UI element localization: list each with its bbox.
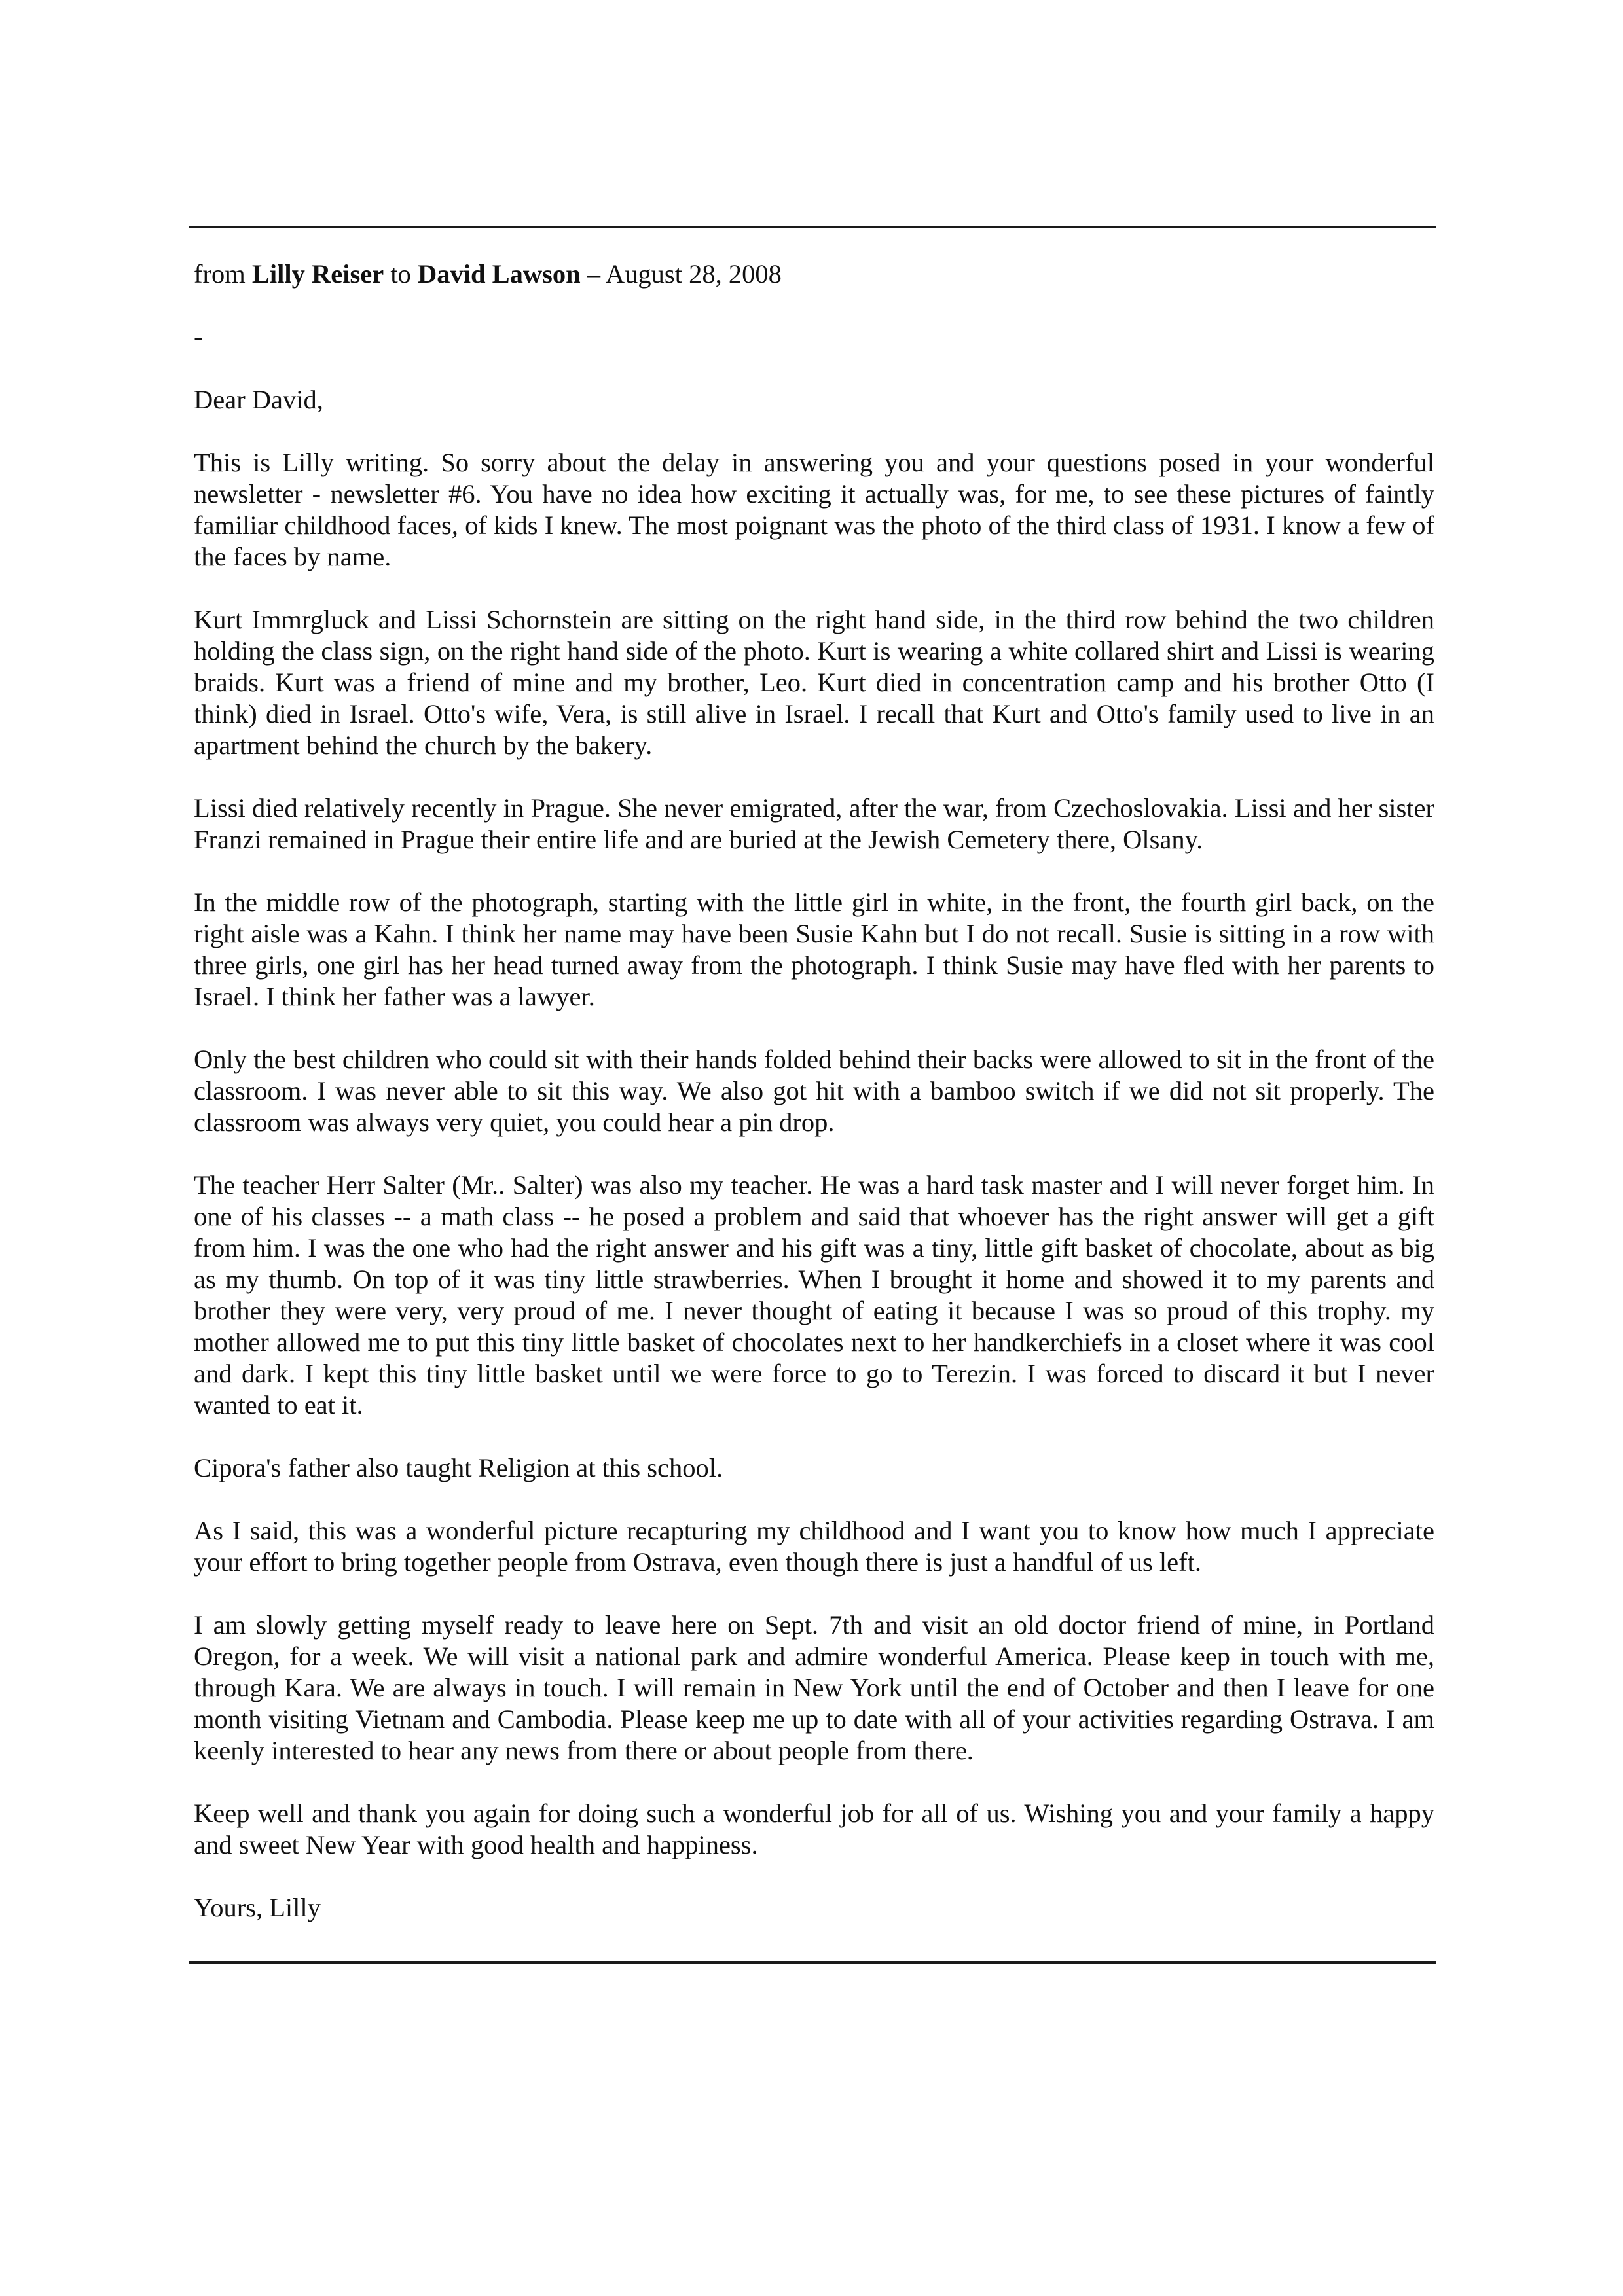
paragraph-4: In the middle row of the photograph, starting with the little girl in white, in the front, the fourth girl back, on the right aisle was a Kahn. I think her name may have been Susie Kahn but I do not recall. Susie is sitting in a row with three girls, one girl has her head turned away from the photograph. I think Susie may have fled with her parents to Israel. I think her father was a lawyer.	[194, 888, 1434, 1011]
paragraph-1: This is Lilly writing. So sorry about the delay in answering you and your questions posed in your wonderful newsletter - newsletter #6. You have no idea how exciting it actually was, for me, to see these pictures of faintly familiar childhood faces, of kids I knew. The most poignant was the photo of the third class of 1931. I know a few of the faces by name.	[194, 448, 1434, 571]
top-divider	[189, 226, 1436, 228]
letter-body	[194, 259, 1434, 1924]
paragraph-5: Only the best children who could sit with their hands folded behind their backs were allowed to sit in the front of the classroom. I was never able to sit this way. We also got hit with a bamboo switch if we did not sit properly. The classroom was always very quiet, you could hear a pin drop.	[194, 1045, 1434, 1137]
paragraph-8: As I said, this was a wonderful picture recapturing my childhood and I want you to know how much I appreciate your effort to bring together people from Ostrava, even though there is just a handful of us left.	[194, 1516, 1434, 1577]
letter-date: – August 28, 2008	[587, 259, 782, 289]
to-word: to	[390, 259, 411, 289]
paragraph-3: Lissi died relatively recently in Prague. She never emigrated, after the war, from Czechoslovakia. Lissi and her sister Franzi remained in Prague their entire life and are buried at the Jewish Cemetery there, Olsany.	[194, 793, 1434, 854]
paragraph-9: I am slowly getting myself ready to leave here on Sept. 7th and visit an old doctor friend of mine, in Portland Oregon, for a week. We will visit a national park and admire wonderful America. Please keep in touch with me, through Kara. We are always in touch. I will remain in New York until the end of October and then I leave for one month visiting Vietnam and Cambodia. Please keep me up to date with all of your activities regarding Ostrava. I am keenly interested to hear any news from there or about people from there.	[194, 1610, 1434, 1765]
paragraph-7: Cipora's father also taught Religion at this school.	[194, 1453, 723, 1482]
letter-header	[194, 259, 1434, 290]
paragraph-2: Kurt Immrgluck and Lissi Schornstein are sitting on the right hand side, in the third row behind the two children holding the class sign, on the right hand side of the photo. Kurt is wearing a white collared shirt and Lissi is wearing braids. Kurt was a friend of mine and my brother, Leo. Kurt died in concentration camp and his brother Otto (I think) died in Israel. Otto's wife, Vera, is still alive in Israel. I recall that Kurt and Otto's family used to live in an apartment behind the church by the bakery.	[194, 605, 1434, 760]
closing: Yours, Lilly	[194, 1893, 321, 1922]
recipient-name: David Lawson	[417, 259, 581, 289]
salutation: Dear David,	[194, 385, 323, 414]
paragraph-6: The teacher Herr Salter (Mr.. Salter) was also my teacher. He was a hard task master and I will never forget him. In one of his classes -- a math class -- he posed a problem and said that whoever has the right answer will get a gift from him. I was the one who had the right answer and his gift was a tiny, little gift basket of chocolate, about as big as my thumb. On top of it was tiny little strawberries. When I brought it home and showed it to my parents and brother they were very, very proud of me. I never thought of eating it because I was so proud of this trophy. my mother allowed me to put this tiny little basket of chocolates next to her handkerchiefs in a closet where it was cool and dark. I kept this tiny little basket until we were force to go to Terezin. I was forced to discard it but I never wanted to eat it.	[194, 1170, 1434, 1420]
paragraph-10: Keep well and thank you again for doing such a wonderful job for all of us. Wishing you and your family a happy and sweet New Year with good health and happiness.	[194, 1799, 1434, 1859]
sender-name: Lilly Reiser	[251, 259, 384, 289]
from-word: from	[194, 259, 246, 289]
separator-dash: -	[194, 322, 203, 351]
bottom-divider	[189, 1961, 1436, 1964]
